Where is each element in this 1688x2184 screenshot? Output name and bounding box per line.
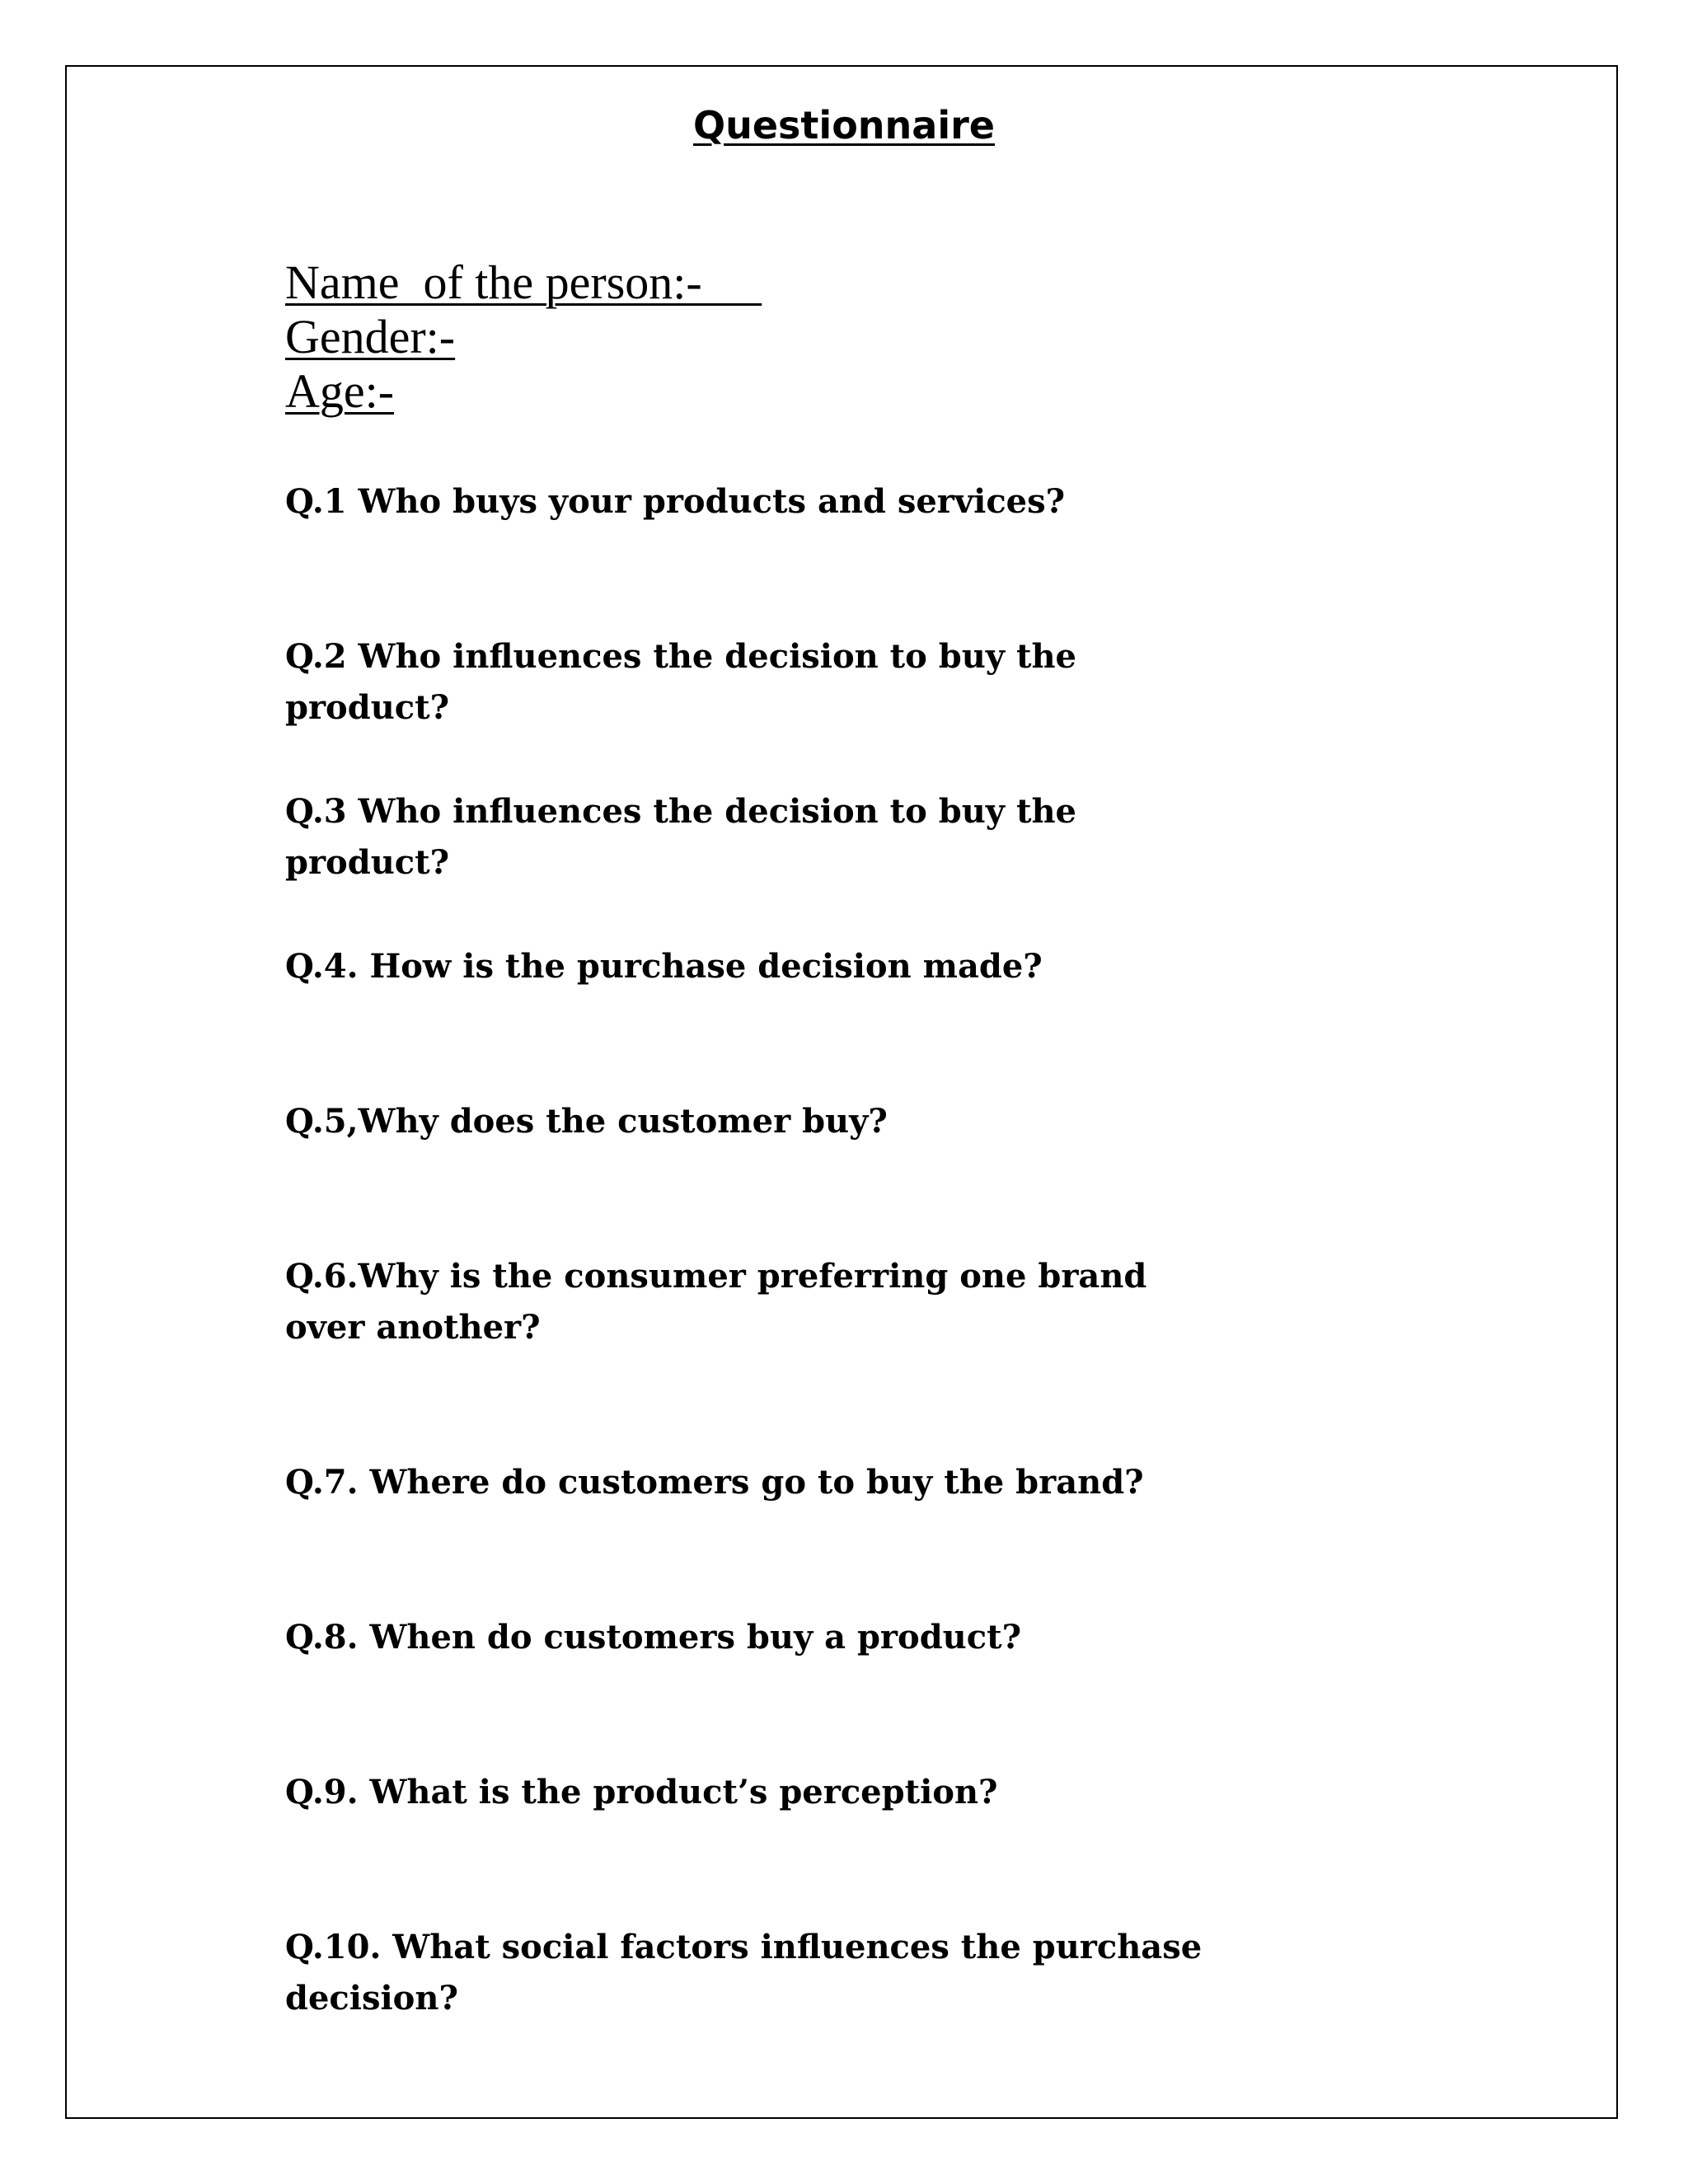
question-6: Q.6.Why is the consumer preferring one brand over another?	[285, 1257, 1147, 1347]
question-10: Q.10. What social factors influences the purchase decision?	[285, 1928, 1203, 2018]
question-2: Q.2 Who influences the decision to buy the product?	[285, 637, 1076, 727]
question-9: Q.9. What is the product’s perception?	[285, 1773, 998, 1811]
question-4: Q.4. How is the purchase decision made?	[285, 947, 1043, 986]
gender-field-label: Gender:-	[285, 310, 456, 363]
document-title	[0, 101, 1688, 150]
respondent-fields	[285, 255, 762, 419]
name-field-label: Name of the person:-	[285, 255, 762, 309]
question-3: Q.3 Who influences the decision to buy the product?	[285, 792, 1076, 882]
question-5: Q.5,Why does the customer buy?	[285, 1102, 888, 1141]
document-title-text: Questionnaire	[693, 103, 995, 148]
question-1: Q.1 Who buys your products and services?	[285, 482, 1066, 521]
question-7: Q.7. Where do customers go to buy the brand?	[285, 1463, 1144, 1502]
age-field-label: Age:-	[285, 364, 395, 418]
question-8: Q.8. When do customers buy a product?	[285, 1618, 1022, 1657]
